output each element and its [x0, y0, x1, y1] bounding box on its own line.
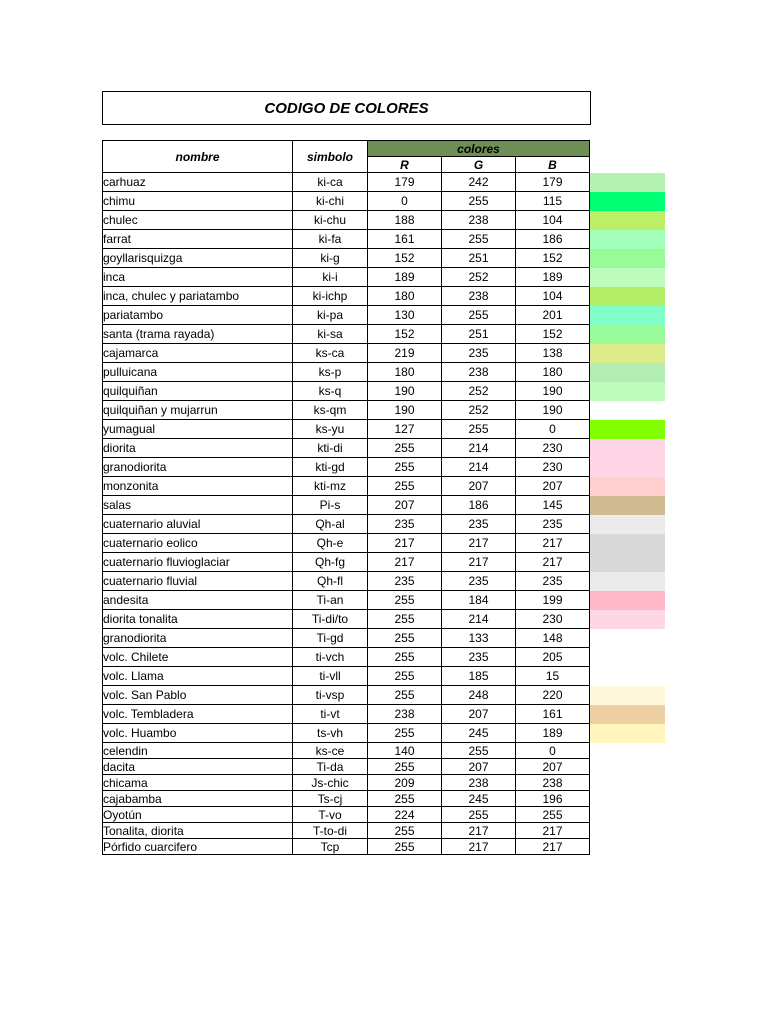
row-b-cell: 220 — [516, 686, 590, 705]
row-name-cell: goyllarisquizga — [103, 249, 293, 268]
row-r-cell: 255 — [368, 791, 442, 807]
row-b-cell: 235 — [516, 515, 590, 534]
row-symbol-cell: ti-vt — [293, 705, 368, 724]
table-row — [103, 363, 665, 382]
row-r-cell: 152 — [368, 249, 442, 268]
row-g-cell: 235 — [442, 572, 516, 591]
row-symbol-cell: ks-q — [293, 382, 368, 401]
row-symbol-cell: Qh-fg — [293, 553, 368, 572]
row-r-cell: 235 — [368, 515, 442, 534]
row-r-cell: 255 — [368, 686, 442, 705]
row-color-swatch — [590, 439, 665, 458]
row-symbol-cell: ks-ca — [293, 344, 368, 363]
row-color-swatch — [590, 230, 665, 249]
table-row — [103, 230, 665, 249]
row-name-cell: andesita — [103, 591, 293, 610]
table-row — [103, 591, 665, 610]
row-g-cell: 255 — [442, 743, 516, 759]
row-r-cell: 180 — [368, 363, 442, 382]
row-g-cell: 217 — [442, 839, 516, 855]
row-g-cell: 252 — [442, 382, 516, 401]
table-row — [103, 572, 665, 591]
row-symbol-cell: ks-p — [293, 363, 368, 382]
row-color-swatch — [590, 173, 665, 192]
row-color-swatch — [590, 344, 665, 363]
row-symbol-cell: Ti-di/to — [293, 610, 368, 629]
row-g-cell: 235 — [442, 648, 516, 667]
row-name-cell: Oyotún — [103, 807, 293, 823]
table-row — [103, 458, 665, 477]
row-name-cell: volc. Tembladera — [103, 705, 293, 724]
row-name-cell: inca, chulec y pariatambo — [103, 287, 293, 306]
row-symbol-cell: ki-pa — [293, 306, 368, 325]
row-color-swatch — [590, 591, 665, 610]
row-name-cell: pariatambo — [103, 306, 293, 325]
row-symbol-cell: ki-fa — [293, 230, 368, 249]
row-symbol-cell: ti-vch — [293, 648, 368, 667]
row-b-cell: 205 — [516, 648, 590, 667]
row-r-cell: 140 — [368, 743, 442, 759]
table-row — [103, 192, 665, 211]
row-b-cell: 230 — [516, 610, 590, 629]
row-b-cell: 230 — [516, 439, 590, 458]
row-r-cell: 255 — [368, 439, 442, 458]
row-b-cell: 145 — [516, 496, 590, 515]
table-row — [103, 496, 665, 515]
row-name-cell: volc. San Pablo — [103, 686, 293, 705]
row-g-cell: 238 — [442, 363, 516, 382]
row-b-cell: 196 — [516, 791, 590, 807]
row-b-cell: 255 — [516, 807, 590, 823]
row-color-swatch — [590, 192, 665, 211]
row-g-cell: 245 — [442, 791, 516, 807]
row-color-swatch — [590, 823, 665, 839]
row-r-cell: 0 — [368, 192, 442, 211]
row-b-cell: 238 — [516, 775, 590, 791]
row-symbol-cell: ki-g — [293, 249, 368, 268]
header-nombre: nombre — [103, 141, 293, 173]
row-symbol-cell: ks-ce — [293, 743, 368, 759]
row-symbol-cell: Qh-al — [293, 515, 368, 534]
row-symbol-cell: kti-gd — [293, 458, 368, 477]
row-r-cell: 255 — [368, 629, 442, 648]
table-row — [103, 211, 665, 230]
row-symbol-cell: T-to-di — [293, 823, 368, 839]
row-b-cell: 217 — [516, 553, 590, 572]
row-b-cell: 104 — [516, 287, 590, 306]
row-name-cell: volc. Huambo — [103, 724, 293, 743]
row-symbol-cell: Pi-s — [293, 496, 368, 515]
row-name-cell: celendin — [103, 743, 293, 759]
row-r-cell: 255 — [368, 839, 442, 855]
table-row — [103, 439, 665, 458]
row-g-cell: 245 — [442, 724, 516, 743]
row-r-cell: 217 — [368, 553, 442, 572]
row-r-cell: 235 — [368, 572, 442, 591]
table-row — [103, 667, 665, 686]
row-g-cell: 252 — [442, 268, 516, 287]
row-name-cell: diorita tonalita — [103, 610, 293, 629]
row-r-cell: 255 — [368, 610, 442, 629]
table-row — [103, 401, 665, 420]
table-row — [103, 306, 665, 325]
row-name-cell: cajamarca — [103, 344, 293, 363]
row-color-swatch — [590, 211, 665, 230]
row-g-cell: 251 — [442, 325, 516, 344]
row-r-cell: 190 — [368, 382, 442, 401]
row-r-cell: 255 — [368, 667, 442, 686]
table-row — [103, 648, 665, 667]
row-symbol-cell: ks-qm — [293, 401, 368, 420]
table-row — [103, 724, 665, 743]
row-b-cell: 104 — [516, 211, 590, 230]
row-color-swatch — [590, 839, 665, 855]
row-color-swatch — [590, 648, 665, 667]
header-swatch-spacer — [590, 141, 665, 173]
row-name-cell: diorita — [103, 439, 293, 458]
row-b-cell: 199 — [516, 591, 590, 610]
table-row — [103, 382, 665, 401]
row-name-cell: cajabamba — [103, 791, 293, 807]
row-color-swatch — [590, 610, 665, 629]
row-symbol-cell: ts-vh — [293, 724, 368, 743]
row-g-cell: 248 — [442, 686, 516, 705]
row-color-swatch — [590, 553, 665, 572]
table-row — [103, 839, 665, 855]
row-symbol-cell: Ti-da — [293, 759, 368, 775]
row-b-cell: 207 — [516, 477, 590, 496]
row-g-cell: 185 — [442, 667, 516, 686]
row-name-cell: volc. Chilete — [103, 648, 293, 667]
table-row — [103, 344, 665, 363]
row-color-swatch — [590, 401, 665, 420]
row-symbol-cell: kti-di — [293, 439, 368, 458]
row-color-swatch — [590, 572, 665, 591]
row-r-cell: 152 — [368, 325, 442, 344]
row-symbol-cell: Qh-fl — [293, 572, 368, 591]
row-color-swatch — [590, 807, 665, 823]
row-g-cell: 214 — [442, 458, 516, 477]
row-b-cell: 217 — [516, 534, 590, 553]
row-b-cell: 235 — [516, 572, 590, 591]
row-symbol-cell: Ti-gd — [293, 629, 368, 648]
row-symbol-cell: ti-vsp — [293, 686, 368, 705]
header-b: B — [516, 157, 590, 173]
row-b-cell: 0 — [516, 420, 590, 439]
row-color-swatch — [590, 363, 665, 382]
row-r-cell: 179 — [368, 173, 442, 192]
row-symbol-cell: ki-chu — [293, 211, 368, 230]
table-row — [103, 705, 665, 724]
row-name-cell: granodiorita — [103, 629, 293, 648]
row-name-cell: quilquiñan — [103, 382, 293, 401]
row-r-cell: 255 — [368, 458, 442, 477]
row-name-cell: Pórfido cuarcifero — [103, 839, 293, 855]
row-color-swatch — [590, 477, 665, 496]
header-r: R — [368, 157, 442, 173]
row-name-cell: cuaternario fluvioglaciar — [103, 553, 293, 572]
row-symbol-cell: ti-vll — [293, 667, 368, 686]
row-name-cell: santa (trama rayada) — [103, 325, 293, 344]
row-b-cell: 152 — [516, 325, 590, 344]
row-b-cell: 189 — [516, 724, 590, 743]
row-g-cell: 242 — [442, 173, 516, 192]
table-row — [103, 629, 665, 648]
row-color-swatch — [590, 382, 665, 401]
row-color-swatch — [590, 686, 665, 705]
table-row — [103, 743, 665, 759]
row-b-cell: 179 — [516, 173, 590, 192]
row-name-cell: pulluicana — [103, 363, 293, 382]
row-b-cell: 148 — [516, 629, 590, 648]
row-name-cell: farrat — [103, 230, 293, 249]
row-color-swatch — [590, 249, 665, 268]
row-name-cell: Tonalita, diorita — [103, 823, 293, 839]
row-symbol-cell: Ti-an — [293, 591, 368, 610]
row-g-cell: 238 — [442, 287, 516, 306]
row-color-swatch — [590, 705, 665, 724]
row-g-cell: 255 — [442, 420, 516, 439]
header-g: G — [442, 157, 516, 173]
table-row — [103, 325, 665, 344]
row-r-cell: 209 — [368, 775, 442, 791]
row-g-cell: 133 — [442, 629, 516, 648]
row-color-swatch — [590, 534, 665, 553]
table-body — [103, 173, 665, 855]
row-b-cell: 115 — [516, 192, 590, 211]
table-row — [103, 610, 665, 629]
row-r-cell: 255 — [368, 648, 442, 667]
row-g-cell: 235 — [442, 344, 516, 363]
row-color-swatch — [590, 287, 665, 306]
row-color-swatch — [590, 667, 665, 686]
row-g-cell: 238 — [442, 775, 516, 791]
table-row — [103, 534, 665, 553]
row-name-cell: cuaternario fluvial — [103, 572, 293, 591]
row-g-cell: 252 — [442, 401, 516, 420]
row-name-cell: salas — [103, 496, 293, 515]
row-name-cell: chimu — [103, 192, 293, 211]
row-color-swatch — [590, 629, 665, 648]
row-r-cell: 180 — [368, 287, 442, 306]
row-symbol-cell: ki-sa — [293, 325, 368, 344]
row-r-cell: 161 — [368, 230, 442, 249]
row-b-cell: 201 — [516, 306, 590, 325]
row-b-cell: 15 — [516, 667, 590, 686]
table-row — [103, 553, 665, 572]
row-r-cell: 255 — [368, 591, 442, 610]
table-row — [103, 686, 665, 705]
row-g-cell: 207 — [442, 759, 516, 775]
row-color-swatch — [590, 775, 665, 791]
row-g-cell: 255 — [442, 192, 516, 211]
row-r-cell: 190 — [368, 401, 442, 420]
row-b-cell: 230 — [516, 458, 590, 477]
row-g-cell: 238 — [442, 211, 516, 230]
row-r-cell: 238 — [368, 705, 442, 724]
row-symbol-cell: T-vo — [293, 807, 368, 823]
row-color-swatch — [590, 306, 665, 325]
row-name-cell: carhuaz — [103, 173, 293, 192]
row-color-swatch — [590, 791, 665, 807]
row-g-cell: 255 — [442, 807, 516, 823]
table-row — [103, 515, 665, 534]
row-r-cell: 255 — [368, 759, 442, 775]
row-color-swatch — [590, 496, 665, 515]
row-name-cell: cuaternario aluvial — [103, 515, 293, 534]
table-row — [103, 477, 665, 496]
row-name-cell: volc. Llama — [103, 667, 293, 686]
row-symbol-cell: kti-mz — [293, 477, 368, 496]
table-row — [103, 823, 665, 839]
row-b-cell: 189 — [516, 268, 590, 287]
row-color-swatch — [590, 759, 665, 775]
row-g-cell: 214 — [442, 610, 516, 629]
table-row — [103, 791, 665, 807]
row-g-cell: 184 — [442, 591, 516, 610]
row-r-cell: 224 — [368, 807, 442, 823]
row-b-cell: 0 — [516, 743, 590, 759]
color-code-table — [102, 140, 665, 855]
row-b-cell: 190 — [516, 382, 590, 401]
page-title: CODIGO DE COLORES — [102, 91, 591, 125]
row-name-cell: yumagual — [103, 420, 293, 439]
row-r-cell: 207 — [368, 496, 442, 515]
row-g-cell: 217 — [442, 823, 516, 839]
row-symbol-cell: ki-ca — [293, 173, 368, 192]
row-r-cell: 127 — [368, 420, 442, 439]
row-symbol-cell: ki-chi — [293, 192, 368, 211]
table-row — [103, 173, 665, 192]
row-symbol-cell: ki-ichp — [293, 287, 368, 306]
row-g-cell: 207 — [442, 705, 516, 724]
row-b-cell: 190 — [516, 401, 590, 420]
row-g-cell: 235 — [442, 515, 516, 534]
row-name-cell: chulec — [103, 211, 293, 230]
row-name-cell: chicama — [103, 775, 293, 791]
row-name-cell: inca — [103, 268, 293, 287]
row-color-swatch — [590, 268, 665, 287]
row-b-cell: 207 — [516, 759, 590, 775]
row-color-swatch — [590, 458, 665, 477]
row-g-cell: 217 — [442, 553, 516, 572]
row-b-cell: 161 — [516, 705, 590, 724]
header-simbolo: simbolo — [293, 141, 368, 173]
row-color-swatch — [590, 743, 665, 759]
row-symbol-cell: ks-yu — [293, 420, 368, 439]
row-symbol-cell: Ts-cj — [293, 791, 368, 807]
row-r-cell: 189 — [368, 268, 442, 287]
row-symbol-cell: Js-chic — [293, 775, 368, 791]
row-r-cell: 130 — [368, 306, 442, 325]
row-color-swatch — [590, 724, 665, 743]
row-g-cell: 255 — [442, 230, 516, 249]
table-row — [103, 807, 665, 823]
table-row — [103, 775, 665, 791]
row-r-cell: 255 — [368, 477, 442, 496]
table-row — [103, 420, 665, 439]
row-g-cell: 255 — [442, 306, 516, 325]
row-color-swatch — [590, 325, 665, 344]
row-b-cell: 186 — [516, 230, 590, 249]
table-row — [103, 287, 665, 306]
row-symbol-cell: ki-i — [293, 268, 368, 287]
row-b-cell: 180 — [516, 363, 590, 382]
table-row — [103, 249, 665, 268]
row-r-cell: 255 — [368, 823, 442, 839]
row-g-cell: 207 — [442, 477, 516, 496]
row-b-cell: 152 — [516, 249, 590, 268]
row-g-cell: 217 — [442, 534, 516, 553]
row-name-cell: quilquiñan y mujarrun — [103, 401, 293, 420]
header-colores: colores — [368, 141, 590, 157]
row-color-swatch — [590, 515, 665, 534]
row-g-cell: 214 — [442, 439, 516, 458]
row-name-cell: dacita — [103, 759, 293, 775]
row-b-cell: 138 — [516, 344, 590, 363]
row-symbol-cell: Qh-e — [293, 534, 368, 553]
row-r-cell: 188 — [368, 211, 442, 230]
row-name-cell: granodiorita — [103, 458, 293, 477]
table-row — [103, 759, 665, 775]
row-name-cell: monzonita — [103, 477, 293, 496]
row-symbol-cell: Tcp — [293, 839, 368, 855]
row-b-cell: 217 — [516, 823, 590, 839]
row-g-cell: 186 — [442, 496, 516, 515]
row-name-cell: cuaternario eolico — [103, 534, 293, 553]
table-row — [103, 268, 665, 287]
row-color-swatch — [590, 420, 665, 439]
row-g-cell: 251 — [442, 249, 516, 268]
row-r-cell: 255 — [368, 724, 442, 743]
row-r-cell: 219 — [368, 344, 442, 363]
row-b-cell: 217 — [516, 839, 590, 855]
row-r-cell: 217 — [368, 534, 442, 553]
